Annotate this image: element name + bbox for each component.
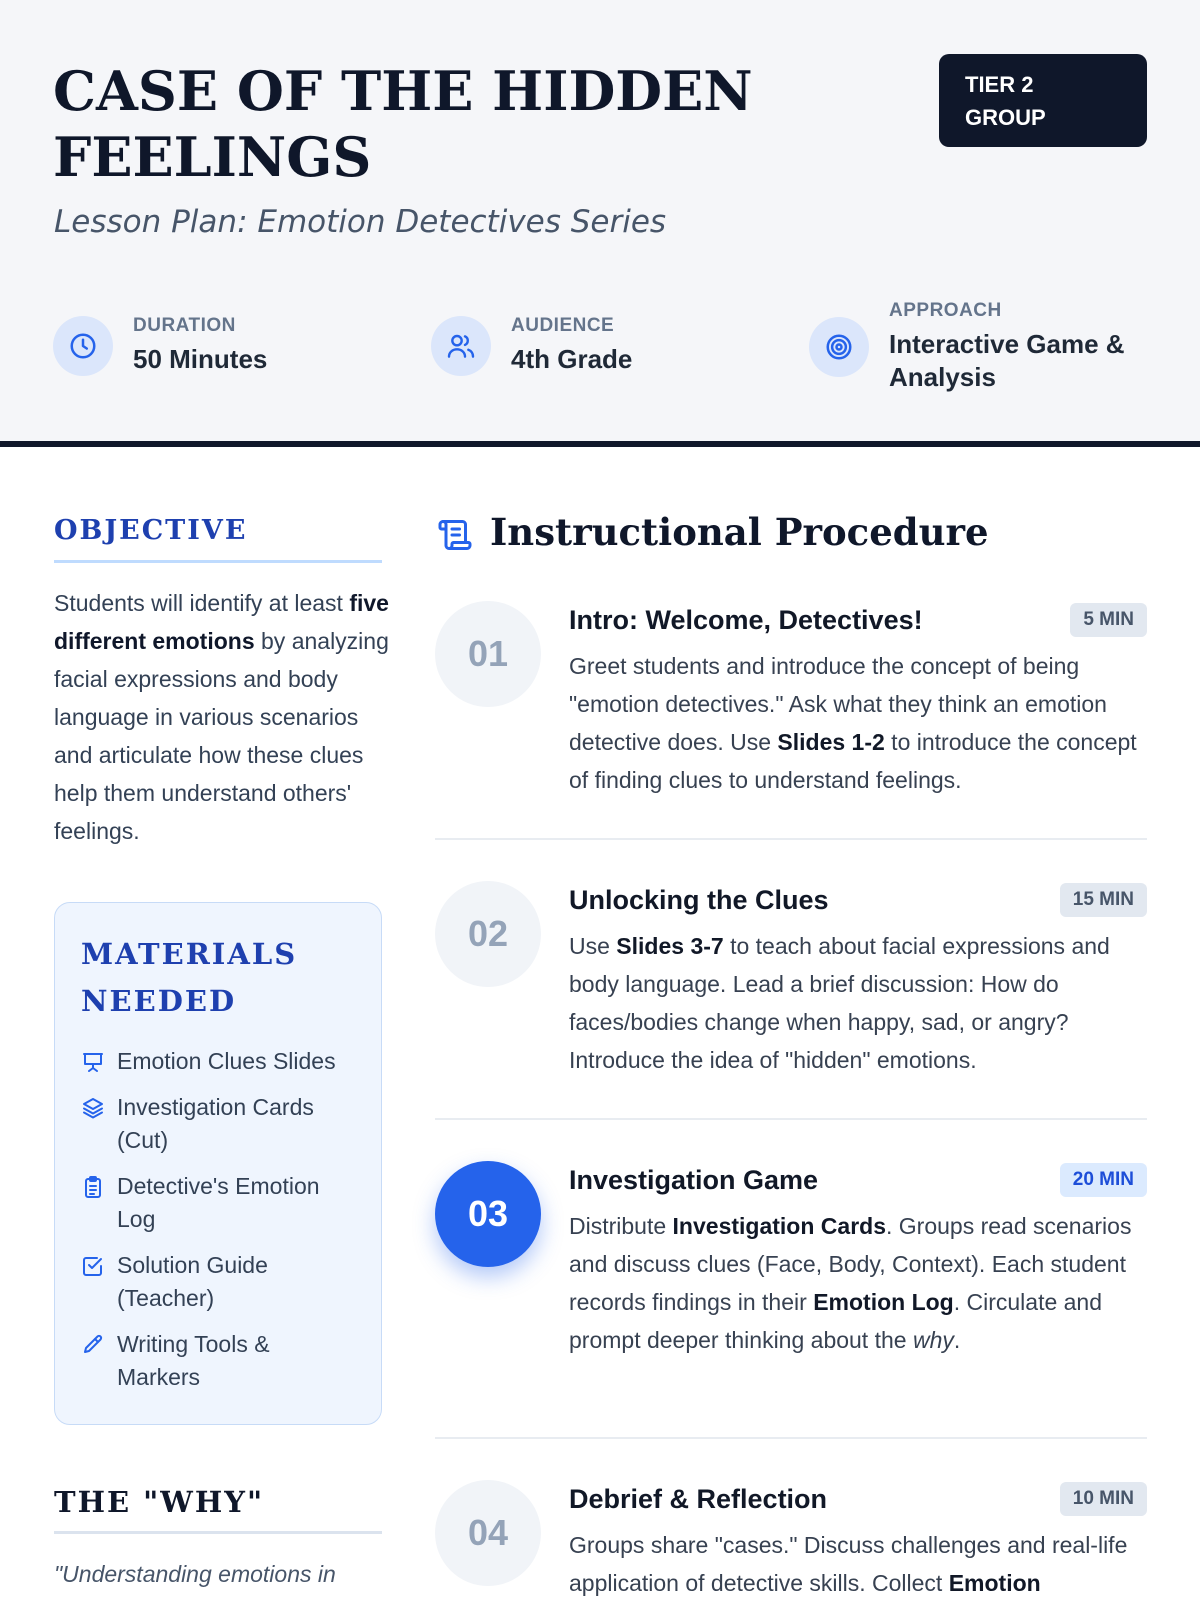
objective-text	[54, 584, 389, 850]
step-description	[569, 647, 1147, 799]
list-item	[81, 1045, 355, 1078]
step-divider	[435, 838, 1147, 840]
tier-badge	[939, 54, 1147, 147]
step-divider	[435, 1118, 1147, 1120]
step-number: 01	[435, 601, 541, 707]
step-text: . Circulate and prompt deeper thinking about the	[569, 1289, 1103, 1353]
materials-list	[81, 1045, 355, 1394]
objective-heading: OBJECTIVE	[54, 515, 248, 546]
title-line-1: CASE OF THE HIDDEN	[53, 59, 753, 123]
step-text: . Groups read scenarios and discuss clues (Face, Body, Context). Each student records findings in their	[569, 1213, 1132, 1315]
step-text-emphasis: Emotion Log	[813, 1289, 954, 1315]
step-title: Intro: Welcome, Detectives!	[569, 605, 923, 635]
objective-text-emphasis: five different emotions	[54, 590, 389, 654]
materials-card	[54, 902, 382, 1425]
step-number: 04	[435, 1480, 541, 1586]
material-label: Emotion Clues Slides	[117, 1048, 336, 1074]
clipboard-icon	[81, 1170, 105, 1203]
step-text-emphasis: Emotion	[948, 1570, 1041, 1596]
scroll-icon	[436, 517, 474, 558]
step-title: Investigation Game	[569, 1165, 819, 1195]
materials-heading: MATERIALS NEEDED	[81, 937, 298, 1018]
step-duration-badge: 10 MIN	[1060, 1482, 1147, 1516]
step-divider	[435, 1437, 1147, 1439]
step-text-emphasis: Slides 3-7	[616, 933, 724, 959]
presentation-icon	[81, 1045, 105, 1078]
step-number: 03	[435, 1161, 541, 1267]
procedure-heading: Instructional Procedure	[490, 510, 989, 554]
meta-duration-value: 50 Minutes	[133, 344, 268, 374]
material-label: Detective's Emotion Log	[117, 1173, 320, 1232]
layers-icon	[81, 1091, 105, 1124]
list-item	[81, 1328, 355, 1394]
step-text-italic: why	[912, 1327, 954, 1353]
meta-duration-label: DURATION	[133, 315, 236, 336]
page-subtitle: Lesson Plan: Emotion Detectives Series	[54, 204, 667, 240]
step-text: Use	[569, 933, 617, 959]
step-title: Debrief & Reflection	[569, 1484, 828, 1514]
step-text: .	[953, 1327, 961, 1353]
step-description	[569, 1526, 1147, 1600]
meta-approach-label: APPROACH	[889, 300, 1002, 321]
why-heading: THE "WHY"	[54, 1485, 265, 1519]
step-text: to teach about facial expressions and body language. Lead a brief discussion: How do faces/bodies change when happy, sad, or angry? Introduce the idea of "hidden" emotions.	[569, 933, 1110, 1073]
step-text-emphasis: Slides 1-2	[777, 729, 885, 755]
meta-audience-value: 4th Grade	[511, 344, 633, 374]
step-duration-badge: 5 MIN	[1070, 603, 1147, 637]
why-quote: "Understanding emotions in	[54, 1561, 336, 1587]
list-item	[81, 1170, 355, 1236]
step-description	[569, 1207, 1147, 1359]
meta-audience	[431, 315, 632, 376]
users-icon	[431, 316, 491, 376]
material-label: Writing Tools & Markers	[117, 1331, 270, 1390]
step-text: to introduce the concept of finding clues to understand feelings.	[569, 729, 1137, 793]
pencil-icon	[81, 1328, 105, 1361]
title-line-2: FEELINGS	[53, 125, 372, 189]
why-divider	[54, 1531, 382, 1534]
step-text: Greet students and introduce the concept of being "emotion detectives." Ask what they think an emotion detective does. Use	[569, 653, 1107, 755]
target-icon	[809, 317, 869, 377]
page-title	[53, 58, 773, 190]
check-square-icon	[81, 1249, 105, 1282]
meta-duration	[53, 315, 267, 376]
step-duration-badge: 20 MIN	[1060, 1163, 1147, 1197]
material-label: Investigation Cards (Cut)	[117, 1094, 314, 1153]
objective-text-start: Students will identify at least	[54, 590, 350, 616]
step-text: Groups share "cases." Discuss challenges and real-life application of detective skills. Collect	[569, 1532, 1128, 1596]
clock-icon	[53, 316, 113, 376]
lesson-header	[0, 0, 1200, 447]
objective-text-end: by analyzing facial expressions and body language in various scenarios and articulate how these clues help them understand others' feelings.	[54, 628, 389, 844]
list-item	[81, 1091, 355, 1157]
step-duration-badge: 15 MIN	[1060, 883, 1147, 917]
meta-approach-value: Interactive Game & Analysis	[889, 329, 1125, 392]
tier-badge-line-2: GROUP	[965, 105, 1046, 130]
step-title: Unlocking the Clues	[569, 885, 829, 915]
step-text-emphasis: Investigation Cards	[672, 1213, 886, 1239]
objective-divider	[54, 560, 382, 563]
tier-badge-line-1: TIER 2	[965, 72, 1034, 97]
material-label: Solution Guide (Teacher)	[117, 1252, 268, 1311]
step-number: 02	[435, 881, 541, 987]
step-description	[569, 927, 1147, 1079]
meta-approach	[809, 300, 1129, 394]
list-item	[81, 1249, 355, 1315]
step-text: Distribute	[569, 1213, 673, 1239]
meta-audience-label: AUDIENCE	[511, 315, 615, 336]
